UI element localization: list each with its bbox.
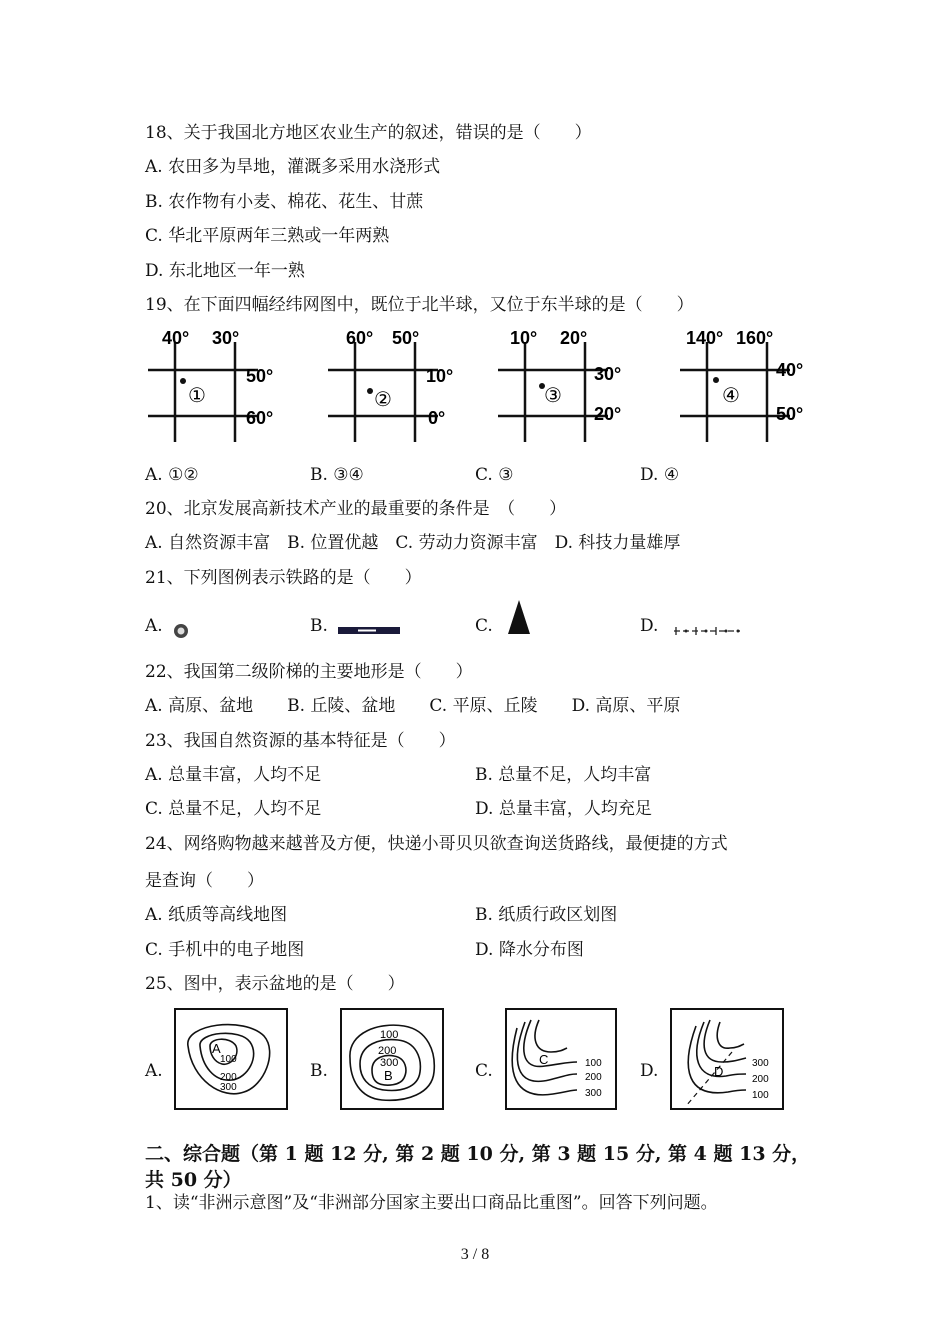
map-b-contour-2: 200 [378,1045,397,1057]
map-c-contour-1: 100 [585,1058,602,1069]
grid2-lon-left: 60° [346,328,374,348]
q25-label-d: D. [640,1061,659,1081]
map-c-point: C [539,1052,549,1067]
q24-stem-line2: 是查询（ ） [145,871,264,891]
grid4-lon-left: 140° [686,328,724,348]
grid3-lon-left: 10° [510,328,538,348]
grid4-lat-top: 40° [776,360,804,380]
q19-option-c: C. ③ [475,465,514,485]
q21-label-d: D. [640,616,659,636]
q23-option-c: C. 总量不足，人均不足 [145,799,322,819]
section-2-title: 二、综合题（第 1 题 12 分, 第 2 题 10 分, 第 3 题 15 分, 第 4 题 13 分，共 50 分） [145,1143,811,1191]
grid4-lat-bottom: 50° [776,404,804,424]
map-a-contour-3: 300 [220,1082,237,1093]
grid2-lat-bottom: 0° [428,408,446,428]
q20-options: A. 自然资源丰富 B. 位置优越 C. 劳动力资源丰富 D. 科技力量雄厚 [145,533,681,553]
q20-stem: 20、北京发展高新技术产业的最重要的条件是 （ ） [145,499,567,519]
settlement-circle-icon [170,620,194,642]
q22-stem: 22、我国第二级阶梯的主要地形是（ ） [145,662,473,682]
q18-option-a: A. 农田多为旱地，灌溉多采用水浇形式 [145,157,441,177]
q24-option-c: C. 手机中的电子地图 [145,940,305,960]
grid2-lat-top: 10° [426,366,454,386]
grid1-lat-bottom: 60° [246,408,274,428]
q19-option-b: B. ③④ [310,465,364,485]
q18-stem: 18、关于我国北方地区农业生产的叙述，错误的是（ ） [145,123,592,143]
grid3-lon-right: 20° [560,328,588,348]
grid1-lon-right: 30° [212,328,240,348]
map-d-point: D [714,1064,724,1079]
grid1-lat-top: 50° [246,366,274,386]
q18-option-b: B. 农作物有小麦、棉花、花生、甘蔗 [145,192,424,212]
map-a-contour-1: 100 [220,1054,237,1065]
lat-lon-grid-3 [490,324,650,444]
q24-option-d: D. 降水分布图 [475,940,584,960]
map-b-contour-3: 300 [380,1057,399,1069]
q21-label-c: C. [475,616,493,636]
contour-map-d [670,1008,784,1110]
q25-label-c: C. [475,1061,493,1081]
grid1-lon-left: 40° [162,328,190,348]
q19-option-a: A. ①② [145,465,199,485]
grid3-lat-top: 30° [594,364,622,384]
q24-stem-line1: 24、网络购物越来越普及方便，快递小哥贝贝欲查询送货路线，最便捷的方式 [145,834,728,854]
grid2-lon-right: 50° [392,328,420,348]
map-a-contour-2: 200 [220,1072,237,1083]
lat-lon-grid-2 [320,324,480,444]
q25-label-a: A. [145,1061,163,1081]
q21-stem: 21、下列图例表示铁路的是（ ） [145,568,422,588]
map-a-point: A [212,1041,221,1056]
map-b-point: B [384,1068,393,1083]
q21-label-a: A. [145,616,163,636]
map-d-contour-2: 200 [752,1074,769,1085]
q19-option-d: D. ④ [640,465,680,485]
q19-stem: 19、在下面四幅经纬网图中，既位于北半球，又位于东半球的是（ ） [145,295,694,315]
grid4-mark: ④ [722,385,740,407]
boundary-line-icon [672,624,744,638]
map-d-contour-1: 300 [752,1058,769,1069]
q18-option-c: C. 华北平原两年三熟或一年两熟 [145,226,390,246]
contour-map-a [174,1008,288,1110]
q23-stem: 23、我国自然资源的基本特征是（ ） [145,731,456,751]
railway-line-icon [336,624,402,638]
q25-stem: 25、图中，表示盆地的是（ ） [145,974,405,994]
map-d-contour-3: 100 [752,1090,769,1101]
q24-option-a: A. 纸质等高线地图 [145,905,288,925]
lat-lon-grid-1 [140,324,300,444]
section-2-question-1: 1、读“非洲示意图”及“非洲部分国家主要出口商品比重图”。回答下列问题。 [145,1193,718,1213]
q24-option-b: B. 纸质行政区划图 [475,905,618,925]
q23-option-b: B. 总量不足，人均丰富 [475,765,652,785]
contour-map-b [340,1008,444,1110]
q22-options: A. 高原、盆地 B. 丘陵、盆地 C. 平原、丘陵 D. 高原、平原 [145,696,681,716]
grid3-mark: ③ [544,385,562,407]
mountain-peak-icon [505,598,535,638]
grid3-lat-bottom: 20° [594,404,622,424]
map-c-contour-3: 300 [585,1088,602,1099]
grid4-lon-right: 160° [736,328,774,348]
q23-option-a: A. 总量丰富，人均不足 [145,765,322,785]
page-number: 3 / 8 [460,1246,490,1263]
map-b-contour-1: 100 [380,1029,399,1041]
grid2-mark: ② [374,389,392,411]
q25-label-b: B. [310,1061,328,1081]
lat-lon-grid-4 [672,324,842,444]
contour-map-c [505,1008,617,1110]
q21-label-b: B. [310,616,328,636]
q23-option-d: D. 总量丰富，人均充足 [475,799,652,819]
q18-option-d: D. 东北地区一年一熟 [145,261,305,281]
grid1-mark: ① [188,385,206,407]
map-c-contour-2: 200 [585,1072,602,1083]
